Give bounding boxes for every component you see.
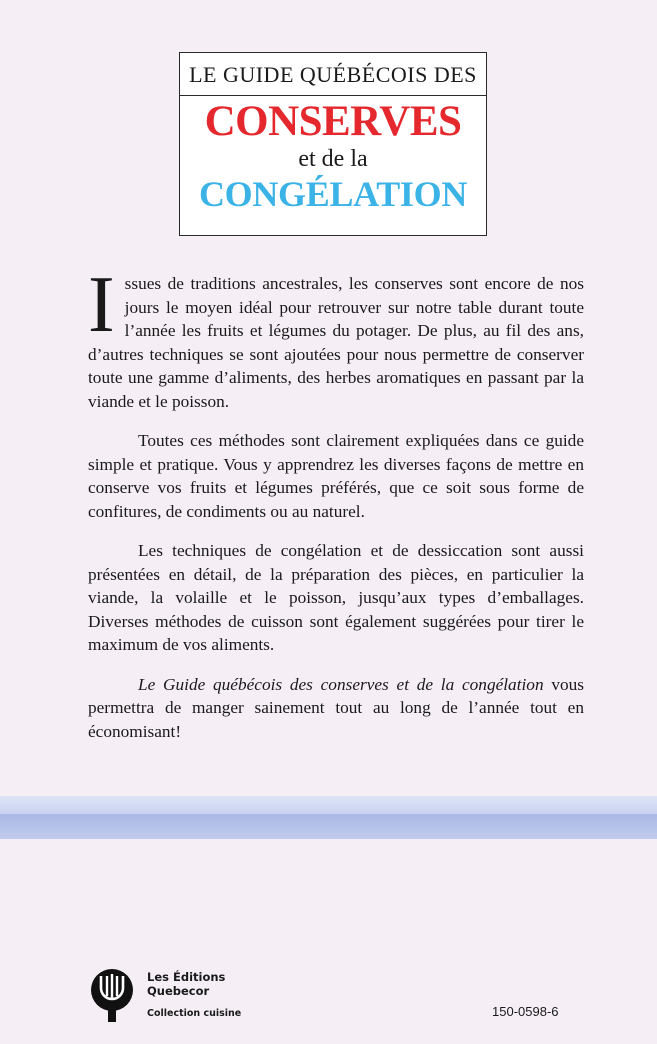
drop-cap: I <box>88 261 115 349</box>
paragraph-4-text: vous permettra de manger sainement tout au long de l’année tout en économisant! <box>88 674 584 741</box>
publisher-name-line-2: Quebecor <box>147 984 210 998</box>
paragraph-4 <box>88 673 584 744</box>
decorative-band-blue <box>0 814 657 839</box>
book-title-italic: Le Guide québécois des conserves et de la congélation <box>138 674 544 694</box>
paragraph-1-text: ssues de traditions ancestrales, les conserves sont encore de nos jours le moyen idéal pour retrouver sur notre table durant toute l’année les fruits et légumes du potager. De plus, au fil des ans, d’autres techniques se sont ajoutées pour nous permettre de conserver toute une gamme d’aliments, des herbes aromatiques en passant par la viande et le poisson. <box>88 274 584 411</box>
paragraph-3: Les techniques de congélation et de dessiccation sont aussi présentées en détail, de la préparation des pièces, en particulier la viande, la volaille et le poisson, jusqu’aux types d’emballages. Diverses méthodes de cuisson sont également suggérées pour tirer le maximum de vos aliments. <box>88 541 584 654</box>
publisher-name <box>147 970 225 998</box>
paragraph-1 <box>88 261 584 413</box>
isbn-code: 150-0598-6 <box>492 1004 559 1019</box>
title-conserves: CONSERVES <box>204 98 462 145</box>
title-box <box>179 52 487 236</box>
back-cover-text <box>88 261 584 759</box>
publisher-name-line-1: Les Éditions <box>147 970 226 984</box>
collection-label: Collection cuisine <box>147 1008 242 1019</box>
fork-spoon-icon <box>90 966 140 1024</box>
paragraph-2: Toutes ces méthodes sont clairement expliquées dans ce guide simple et pratique. Vous y apprendrez les diverses façons de mettre en conserve vos fruits et légumes préférés, que ce soit sous forme de confitures, de condiments ou au naturel. <box>88 431 584 521</box>
title-line-1: LE GUIDE QUÉBÉCOIS DES <box>180 53 486 96</box>
title-line-3: et de la <box>298 146 368 172</box>
title-congelation: CONGÉLATION <box>198 174 468 214</box>
decorative-band-light <box>0 796 657 814</box>
